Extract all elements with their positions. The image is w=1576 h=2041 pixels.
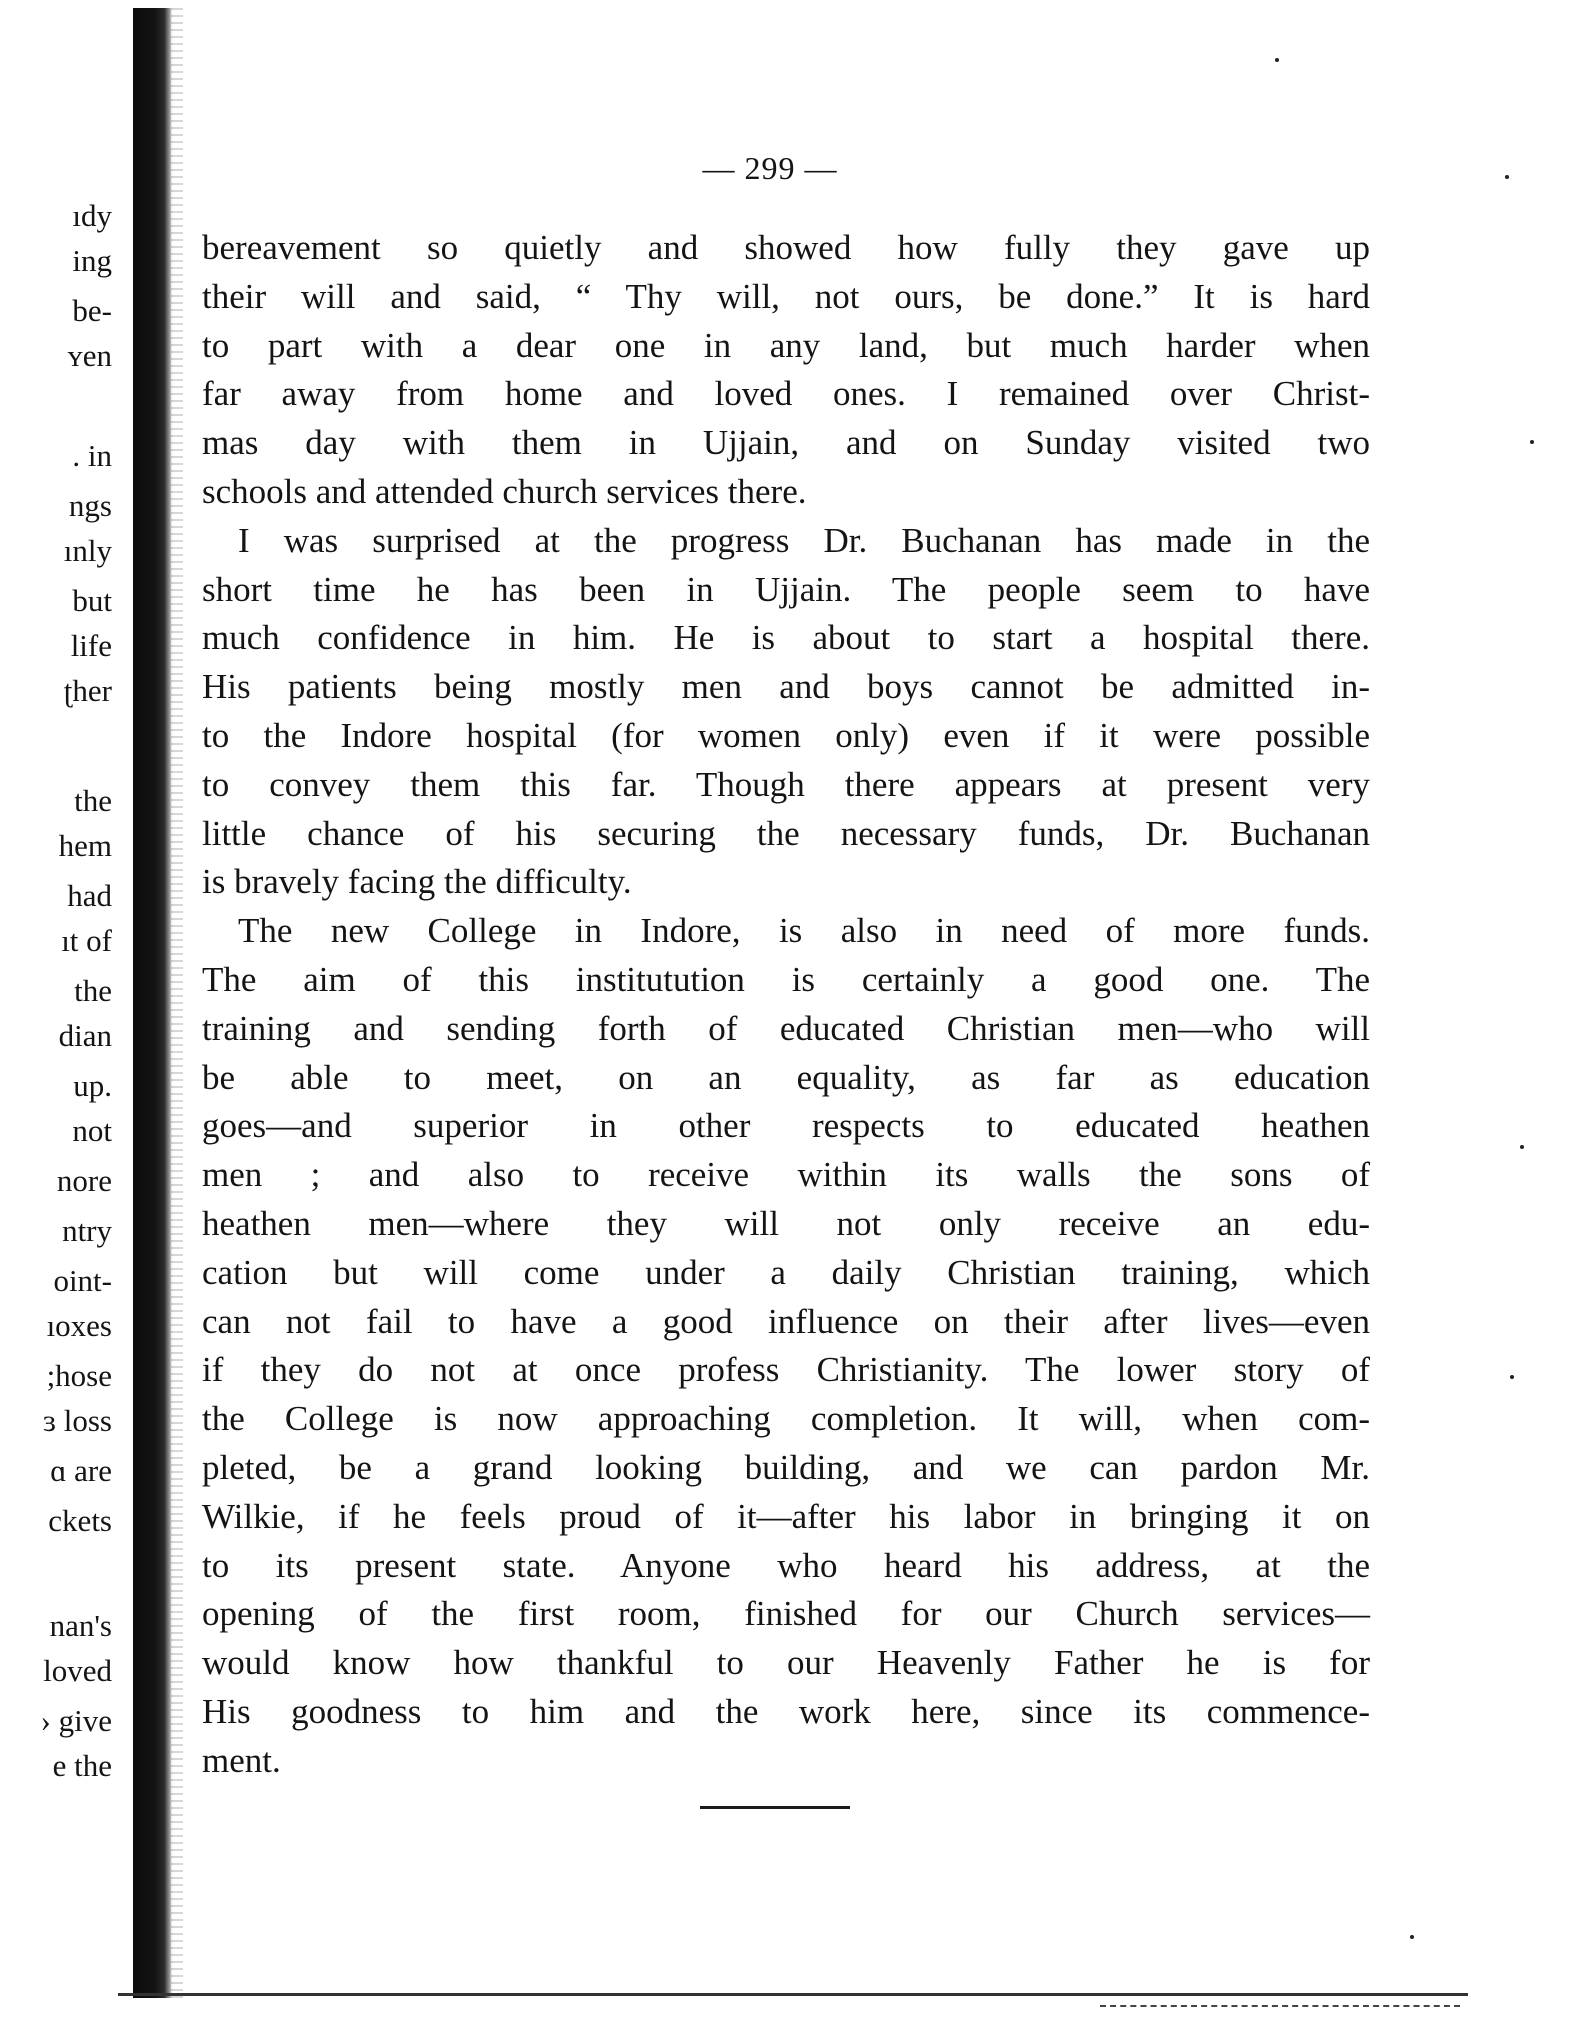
scan-speck	[1510, 1375, 1514, 1379]
text-line: would know how thankful to our Heavenly Father he is for	[202, 1643, 1370, 1683]
text-line: bereavement so quietly and showed how fully they gave up	[202, 228, 1370, 267]
facing-page-fragment: ıdy	[72, 198, 112, 233]
scan-speck	[1520, 1145, 1524, 1149]
facing-page-fragment: e the	[52, 1748, 112, 1783]
facing-page-fragment: but	[72, 583, 112, 618]
facing-page-fragment: not	[72, 1113, 112, 1148]
facing-page-fragment: nore	[56, 1163, 112, 1198]
facing-page-fragment: ngs	[68, 488, 112, 523]
facing-page-fragment: ɑ are	[50, 1453, 112, 1488]
page-bottom-edge	[118, 1993, 1468, 1996]
binding-gutter	[133, 8, 173, 1998]
text-line: mas day with them in Ujjain, and on Sunday visited two	[202, 423, 1370, 463]
scan-speck	[1410, 1935, 1414, 1939]
facing-page-fragment: . in	[72, 438, 112, 473]
facing-page-fragment: ıoxes	[46, 1308, 112, 1343]
text-line: training and sending forth of educated Christian men—who will	[202, 1008, 1370, 1048]
scan-speck	[1275, 58, 1279, 62]
end-rule	[700, 1806, 850, 1809]
facing-page-fragment: the	[74, 783, 112, 818]
facing-page-fragment: had	[67, 878, 112, 913]
facing-page-fragment: ckets	[48, 1503, 112, 1538]
gutter-edge-texture	[171, 8, 183, 1998]
text-line: I was surprised at the progress Dr. Buchanan has made in the	[238, 520, 1370, 560]
facing-page-fragment: › give	[40, 1703, 112, 1738]
text-line: His patients being mostly men and boys cannot be admitted in-	[202, 667, 1370, 707]
facing-page-fragment: up.	[73, 1068, 112, 1103]
facing-page-fragment: dian	[58, 1018, 112, 1053]
text-line: goes—and superior in other respects to educated heathen	[202, 1106, 1370, 1146]
text-line: His goodness to him and the work here, since its commence-	[202, 1691, 1370, 1731]
text-line: be able to meet, on an equality, as far as education	[202, 1057, 1370, 1097]
text-line: The new College in Indore, is also in need of more funds.	[238, 911, 1370, 951]
facing-page-fragment: oint-	[53, 1263, 112, 1298]
facing-page-fragment: be-	[72, 293, 112, 328]
text-line: opening of the first room, finished for our Church services—	[202, 1594, 1370, 1634]
page-bottom-edge-dash	[1100, 2005, 1460, 2007]
facing-page-fragment: ıt of	[61, 923, 112, 958]
facing-page-margin	[0, 0, 112, 1900]
text-line: short time he has been in Ujjain. The people seem to have	[202, 569, 1370, 609]
text-line: men ; and also to receive within its walls the sons of	[202, 1155, 1370, 1195]
facing-page-fragment: the	[74, 973, 112, 1008]
text-line: if they do not at once profess Christianity. The lower story of	[202, 1350, 1370, 1390]
facing-page-fragment: loved	[43, 1653, 112, 1688]
facing-page-fragment: hem	[58, 828, 112, 863]
text-line: can not fail to have a good influence on their after lives—even	[202, 1301, 1370, 1341]
text-line: schools and attended church services there.	[202, 471, 807, 511]
text-line: to part with a dear one in any land, but much harder when	[202, 325, 1370, 365]
scan-speck	[1530, 440, 1534, 444]
text-line: to convey them this far. Though there appears at present very	[202, 764, 1370, 804]
facing-page-fragment: ınly	[63, 533, 112, 568]
facing-page-fragment: nan's	[49, 1608, 112, 1643]
facing-page-fragment: ing	[72, 243, 112, 278]
text-line: cation but will come under a daily Christian training, which	[202, 1252, 1370, 1292]
text-line: is bravely facing the difficulty.	[202, 862, 632, 902]
text-line: pleted, be a grand looking building, and we can pardon Mr.	[202, 1447, 1370, 1487]
facing-page-fragment: ;hose	[46, 1358, 112, 1393]
text-line: to its present state. Anyone who heard his address, at the	[202, 1545, 1370, 1585]
body-text	[202, 224, 1370, 1786]
text-line: their will and said, “ Thy will, not ours, be done.” It is hard	[202, 276, 1370, 316]
text-line: heathen men—where they will not only receive an edu-	[202, 1203, 1370, 1243]
facing-page-fragment: ɜ loss	[42, 1403, 112, 1438]
facing-page-fragment: ntry	[62, 1213, 112, 1248]
text-line: little chance of his securing the necessary funds, Dr. Buchanan	[202, 813, 1370, 853]
text-line: ment.	[202, 1740, 281, 1780]
facing-page-fragment: ʏen	[67, 338, 112, 373]
text-line: to the Indore hospital (for women only) even if it were possible	[202, 715, 1370, 755]
facing-page-fragment: life	[70, 628, 112, 663]
facing-page-fragment: ʈher	[63, 673, 112, 708]
text-line: far away from home and loved ones. I remained over Christ-	[202, 374, 1370, 414]
text-line: the College is now approaching completion. It will, when com-	[202, 1399, 1370, 1439]
page-number: — 299 —	[702, 150, 838, 186]
text-line: The aim of this institutution is certainly a good one. The	[202, 959, 1370, 999]
scan-speck	[1505, 175, 1509, 179]
text-line: Wilkie, if he feels proud of it—after his labor in bringing it on	[202, 1496, 1370, 1536]
text-line: much confidence in him. He is about to start a hospital there.	[202, 618, 1370, 658]
